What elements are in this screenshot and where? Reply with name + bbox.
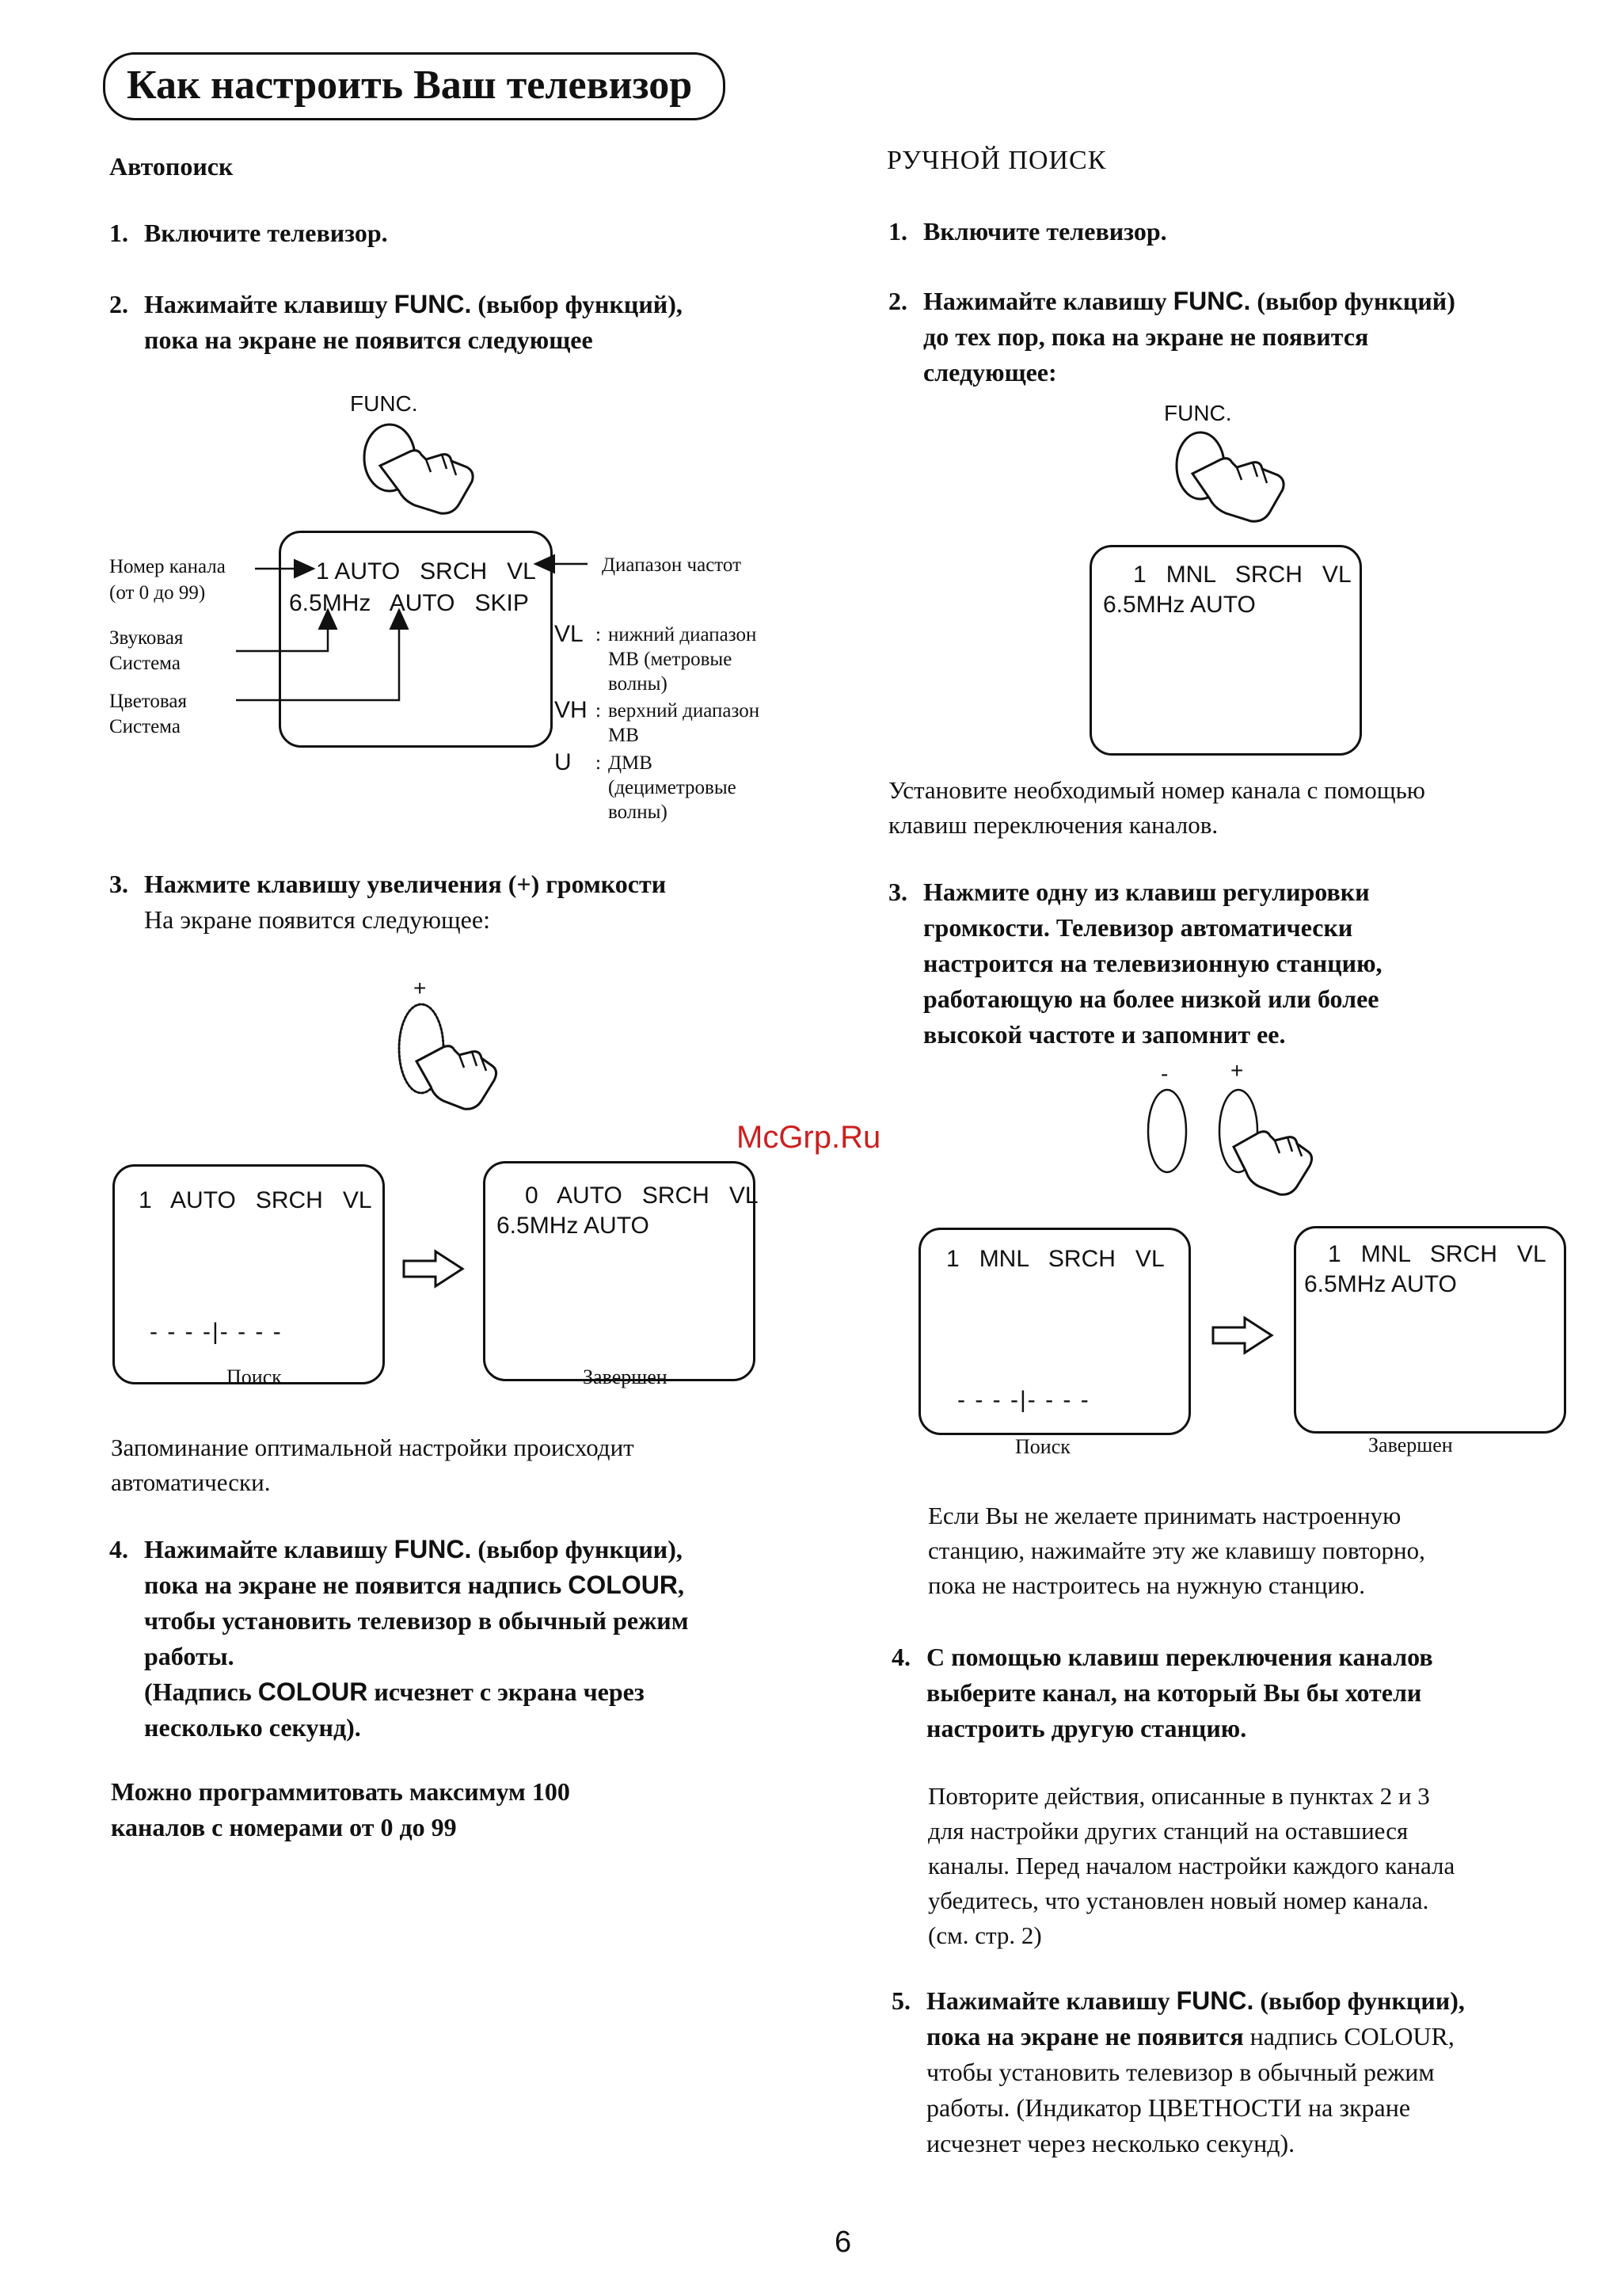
note-line: Можно программитовать максимум 100 (111, 1777, 570, 1806)
paragraph-line: пока не настроитесь на нужную станцию. (928, 1571, 1365, 1599)
reject-paragraph (928, 1498, 1609, 1603)
func-key-label: FUNC. (394, 290, 472, 318)
step-text: чтобы установить телевизор в обычный режим (926, 2058, 1435, 2086)
func-button-label: FUNC. (1164, 401, 1232, 425)
caption-done: Завершен (1368, 1434, 1453, 1457)
search-progress-bar: - - - -|- - - - (150, 1319, 283, 1345)
search-progress-bar: - - - -|- - - - (957, 1387, 1090, 1413)
paragraph-line: Если Вы не желаете принимать настроенную (928, 1502, 1402, 1529)
label-frequency-band: Диапазон частот (602, 554, 741, 576)
band-desc: волны) (608, 802, 667, 823)
label-sound-system: Система (109, 653, 181, 674)
step-text: несколько секунд). (144, 1713, 361, 1742)
step-text: до тех пор, пока на экране не появится (923, 322, 1369, 351)
step-text: работы. (144, 1642, 234, 1670)
tv-screen-done (1294, 1226, 1566, 1434)
osd-line-2: 6.5MHz AUTO (1304, 1271, 1457, 1297)
minus-label: - (1161, 1061, 1169, 1086)
label-color-system: Система (109, 716, 181, 737)
step-text: (выбор функции), (471, 1535, 683, 1563)
step-text: Включите телевизор. (923, 217, 1167, 246)
hand-press-volume-icon (1140, 1085, 1330, 1220)
repeat-paragraph (928, 1779, 1609, 1953)
step-number: 3. (109, 870, 128, 898)
paragraph-line: убедитесь, что установлен новый номер канала. (928, 1887, 1429, 1914)
osd-line-2: 6.5MHz AUTO (1103, 592, 1256, 618)
band-legend (554, 621, 808, 827)
step-text: пока на экране не появится (926, 2022, 1250, 2051)
osd-line-1: 1 AUTO SRCH VL (316, 558, 536, 585)
step-text: чтобы установить телевизор в обычный режим (144, 1606, 689, 1635)
step-number: 5. (892, 1986, 911, 2015)
step-text: исчезнет с экрана через (367, 1677, 645, 1706)
label-color: Цветовая (109, 691, 187, 712)
band-code: VL (554, 621, 584, 647)
hand-press-func-icon (1164, 428, 1306, 539)
tv-screen-searching (918, 1228, 1191, 1435)
step-text: выберите канал, на который Вы бы хотели (926, 1678, 1422, 1707)
band-desc: МВ (метровые (608, 649, 732, 670)
step-text: (выбор функций), (471, 290, 683, 318)
step-text: работы. (Индикатор ЦВЕТНОСТИ на зкране (926, 2093, 1411, 2122)
caption-search: Поиск (226, 1365, 282, 1388)
step-text: работающую на более низкой или более (923, 984, 1379, 1013)
step-text: , (677, 1571, 684, 1599)
step-number: 1. (109, 219, 128, 247)
set-channel-paragraph (888, 773, 1601, 843)
step-text: пока на экране не появится надпись (144, 1571, 569, 1599)
tv-screen-searching (112, 1164, 385, 1384)
paragraph-line: Запоминание оптимальной настройки происходит (111, 1434, 634, 1461)
osd-line-1: 1 MNL SRCH VL (946, 1246, 1165, 1272)
step-text: Нажимайте клавишу (144, 290, 394, 318)
band-code: U (554, 749, 572, 775)
paragraph-line: (см. стр. 2) (928, 1921, 1042, 1949)
step-text: Нажимайте клавишу (926, 1986, 1177, 2015)
left-step-3 (109, 866, 869, 938)
step-number: 3. (888, 878, 907, 906)
osd-line-1: 0 AUTO SRCH VL (525, 1182, 759, 1209)
page-title: Как настроить Ваш телевизор (127, 63, 693, 108)
watermark: McGrp.Ru (736, 1120, 881, 1155)
right-step-5 (892, 1983, 1604, 2161)
step-text: (выбор функции), (1253, 1986, 1465, 2015)
label-sound: Звуковая (109, 627, 184, 649)
plus-label: + (1230, 1058, 1244, 1083)
band-desc: нижний диапазон (608, 624, 757, 645)
osd-line-1: 1 MNL SRCH VL (1328, 1241, 1546, 1267)
tv-screen-manual-search (1090, 545, 1362, 756)
osd-line-2: 6.5MHz AUTO SKIP (289, 590, 529, 616)
paragraph-line: станцию, нажимайте эту же клавишу повторно, (928, 1537, 1425, 1564)
step-text: (Надпись (144, 1677, 258, 1706)
step-text: Нажимайте клавишу (923, 287, 1173, 315)
caption-done: Завершен (583, 1365, 667, 1388)
step-number: 1. (888, 217, 907, 246)
band-sep: : (595, 624, 601, 645)
func-key-label: FUNC. (1176, 1986, 1254, 2015)
step-number: 4. (109, 1535, 128, 1563)
left-heading: Автопоиск (109, 152, 234, 181)
band-desc: (дециметровые (608, 777, 736, 798)
step-text: настроится на телевизионную станцию, (923, 949, 1382, 977)
paragraph-line: Установите необходимый номер канала с помощью (888, 776, 1425, 804)
memo-paragraph (111, 1430, 823, 1500)
func-button-label: FUNC. (350, 391, 418, 416)
step-text: громкости. Телевизор автоматически (923, 913, 1353, 942)
step-text: Нажимайте клавишу (144, 1535, 394, 1563)
right-step-4 (892, 1639, 1604, 1746)
step-text: настроить другую станцию. (926, 1714, 1247, 1742)
note-line: каналов с номерами от 0 до 99 (111, 1813, 457, 1841)
transition-arrow-icon (1211, 1316, 1275, 1356)
colour-label: COLOUR (568, 1571, 678, 1599)
band-desc: ДМВ (608, 752, 652, 774)
step-text: исчезнет через несколько секунд). (926, 2129, 1295, 2157)
step-text: Нажмите клавишу увеличения (+) громкости (144, 870, 667, 898)
band-desc: волны) (608, 673, 667, 695)
step-text: С помощью клавиш переключения каналов (926, 1643, 1433, 1671)
step-number: 2. (109, 290, 128, 318)
right-step-2 (888, 284, 1617, 390)
caption-search: Поиск (1015, 1435, 1071, 1458)
step-text: следующее: (923, 358, 1057, 387)
band-desc: МВ (608, 725, 639, 746)
step-text: (выбор функций) (1250, 287, 1455, 315)
step-number: 2. (888, 287, 907, 315)
paragraph-line: клавиш переключения каналов. (888, 811, 1219, 839)
right-step-1 (888, 214, 1601, 249)
right-step-3 (888, 874, 1601, 1053)
band-sep: : (595, 752, 601, 774)
step-text: Нажмите одну из клавиш регулировки (923, 878, 1370, 906)
step-text: пока на экране не появится следующее (144, 326, 593, 354)
band-desc: верхний диапазон (608, 700, 760, 722)
paragraph-line: автоматически. (111, 1468, 271, 1496)
paragraph-line: каналы. Перед началом настройки каждого канала (928, 1852, 1455, 1879)
step-subtext: На экране появится следующее: (144, 905, 490, 934)
page-number: 6 (835, 2226, 852, 2259)
osd-line-2: 6.5MHz AUTO (496, 1213, 649, 1239)
arrow-color (236, 610, 399, 700)
osd-line-1: 1 MNL SRCH VL (1133, 562, 1352, 588)
band-sep: : (595, 700, 601, 722)
arrow-sound (236, 610, 328, 651)
right-heading: РУЧНОЙ ПОИСК (887, 146, 1107, 175)
transition-arrow-icon (402, 1250, 466, 1289)
band-code: VH (554, 697, 588, 723)
hand-press-plus-icon (388, 1001, 515, 1128)
paragraph-line: Повторите действия, описанные в пунктах 2 и 3 (928, 1782, 1430, 1810)
left-step-4 (109, 1532, 885, 1746)
tv-screen-done (483, 1161, 759, 1381)
osd-line-1: 1 AUTO SRCH VL (139, 1187, 372, 1213)
step-number: 4. (892, 1643, 911, 1671)
step-text: надпись COLOUR, (1249, 2022, 1455, 2051)
step-text: Включите телевизор. (144, 219, 388, 247)
paragraph-line: для настройки других станций на оставшиеся (928, 1817, 1409, 1845)
label-channel-number: Номер канала (109, 556, 226, 577)
plus-label: + (413, 976, 427, 1000)
label-channel-range: (от 0 до 99) (109, 582, 206, 604)
colour-label: COLOUR (257, 1677, 368, 1706)
max-channels-note (111, 1774, 823, 1845)
func-key-label: FUNC. (1173, 287, 1251, 315)
step-text: высокой частоте и запомнит ее. (923, 1020, 1286, 1049)
func-key-label: FUNC. (394, 1535, 472, 1563)
